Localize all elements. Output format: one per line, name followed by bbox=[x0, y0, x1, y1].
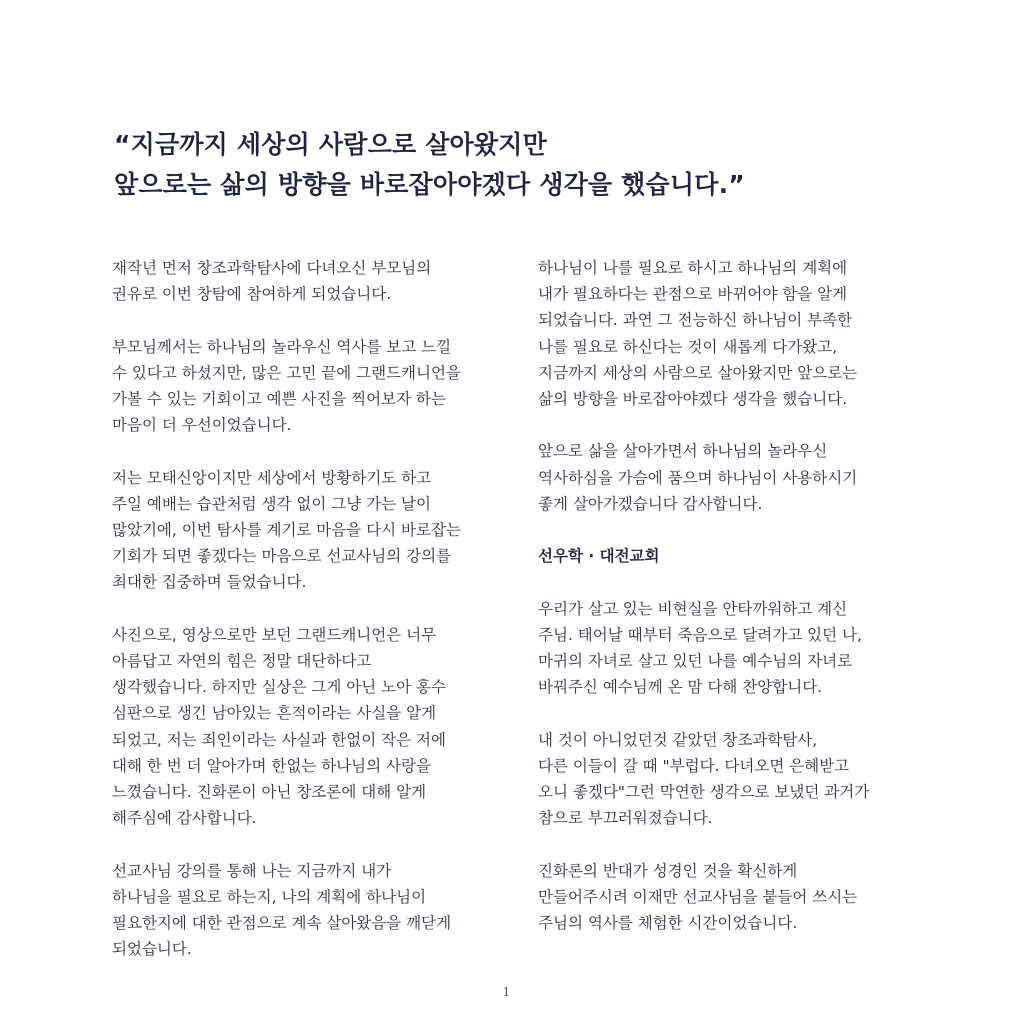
text-line: 삶의 방향을 바로잡아야겠다 생각을 했습니다. bbox=[538, 390, 848, 409]
right-column bbox=[538, 255, 938, 962]
text-line: 다른 이들이 갈 때 "부럽다. 다녀오면 은혜받고 bbox=[538, 756, 850, 775]
text-line: 재작년 먼저 창조과학탐사에 다녀오신 부모님의 bbox=[112, 259, 432, 277]
page-number: 1 bbox=[502, 985, 511, 999]
text-line: 우리가 살고 있는 비현실을 안타까워하고 계신 bbox=[538, 599, 848, 618]
author-signature: 선우학 · 대전교회 bbox=[538, 547, 660, 566]
paragraph bbox=[112, 858, 512, 963]
text-line: 저는 모태신앙이지만 세상에서 방황하기도 하고 bbox=[112, 468, 432, 487]
text-line: 바꿔주신 예수님께 온 맘 다해 찬양합니다. bbox=[538, 678, 823, 697]
paragraph bbox=[538, 438, 938, 517]
text-line: 심판으로 생긴 남아있는 흔적이라는 사실을 알게 bbox=[112, 704, 437, 723]
text-line: 수 있다고 하셨지만, 많은 고민 끝에 그랜드캐니언을 bbox=[112, 363, 461, 382]
paragraph bbox=[538, 255, 938, 412]
text-line: 사진으로, 영상으로만 보던 그랜드캐니언은 너무 bbox=[112, 625, 437, 644]
paragraph bbox=[112, 334, 512, 439]
text-line: 진화론의 반대가 성경인 것을 확신하게 bbox=[538, 861, 798, 880]
text-line: 가볼 수 있는 기회이고 예쁜 사진을 찍어보자 하는 bbox=[112, 390, 446, 408]
text-line: 나를 필요로 하신다는 것이 새롭게 다가왔고, bbox=[538, 337, 838, 356]
text-line: 느꼈습니다. 진화론이 아닌 창조론에 대해 알게 bbox=[112, 783, 427, 802]
text-line: 해주심에 감사합니다. bbox=[112, 809, 257, 828]
text-line: 기회가 되면 좋겠다는 마음으로 선교사님의 강의를 bbox=[112, 547, 452, 566]
title-line-2: 앞으로는 삶의 방향을 바로잡아야겠다 생각을 했습니다.” bbox=[114, 170, 745, 199]
title-line-1: “지금까지 세상의 사람으로 살아왔지만 bbox=[114, 130, 547, 159]
text-line: 필요한지에 대한 관점으로 계속 살아왔음을 깨닫게 bbox=[112, 914, 452, 933]
text-line: 부모님께서는 하나님의 놀라우신 역사를 보고 느낄 bbox=[112, 337, 452, 356]
text-line: 좋게 살아가겠습니다 감사합니다. bbox=[538, 494, 763, 513]
paragraph bbox=[112, 255, 512, 307]
text-line: 대해 한 번 더 알아가며 한없는 하나님의 사랑을 bbox=[112, 756, 431, 775]
left-column bbox=[112, 255, 512, 989]
text-line: 권유로 이번 창탐에 참여하게 되었습니다. bbox=[112, 285, 392, 304]
text-line: 주일 예배는 습관처럼 생각 없이 그냥 가는 날이 bbox=[112, 494, 431, 513]
text-line: 되었습니다. bbox=[112, 940, 192, 959]
text-line: 지금까지 세상의 사람으로 살아왔지만 앞으로는 bbox=[538, 363, 858, 382]
paragraph bbox=[538, 596, 938, 701]
paragraph bbox=[112, 465, 512, 596]
text-line: 만들어주시려 이재만 선교사님을 붙들어 쓰시는 bbox=[538, 887, 858, 906]
text-line: 선교사님 강의를 통해 나는 지금까지 내가 bbox=[112, 861, 392, 880]
text-line: 많았기에, 이번 탐사를 계기로 마음을 다시 바로잡는 bbox=[112, 521, 461, 539]
text-line: 하나님을 필요로 하는지, 나의 계획에 하나님이 bbox=[112, 887, 427, 906]
paragraph bbox=[538, 858, 938, 937]
page-title bbox=[114, 125, 934, 205]
text-line: 내 것이 아니었던것 같았던 창조과학탐사, bbox=[538, 730, 818, 749]
text-line: 앞으로 삶을 살아가면서 하나님의 놀라우신 bbox=[538, 442, 828, 461]
text-line: 주님의 역사를 체험한 시간이었습니다. bbox=[538, 914, 798, 932]
paragraph bbox=[112, 622, 512, 832]
text-line: 하나님이 나를 필요로 하시고 하나님의 계획에 bbox=[538, 259, 848, 277]
text-line: 내가 필요하다는 관점으로 바뀌어야 함을 알게 bbox=[538, 285, 848, 304]
text-line: 생각했습니다. 하지만 실상은 그게 아닌 노아 홍수 bbox=[112, 678, 446, 697]
text-line: 되었습니다. 과연 그 전능하신 하나님이 부족한 bbox=[538, 311, 853, 330]
text-line: 마음이 더 우선이었습니다. bbox=[112, 416, 292, 435]
text-line: 주님. 태어날 때부터 죽음으로 달려가고 있던 나, bbox=[538, 625, 862, 644]
text-line: 최대한 집중하며 들었습니다. bbox=[112, 573, 307, 592]
paragraph bbox=[538, 727, 938, 832]
text-line: 참으로 부끄러워졌습니다. bbox=[538, 809, 713, 828]
text-line: 마귀의 자녀로 살고 있던 나를 예수님의 자녀로 bbox=[538, 652, 853, 670]
text-line: 역사하심을 가슴에 품으며 하나님이 사용하시기 bbox=[538, 468, 858, 487]
text-line: 되었고, 저는 죄인이라는 사실과 한없이 작은 저에 bbox=[112, 730, 446, 749]
text-line: 아름답고 자연의 힘은 정말 대단하다고 bbox=[112, 652, 372, 670]
text-line: 오니 좋겠다"그런 막연한 생각으로 보냈던 과거가 bbox=[538, 783, 870, 801]
